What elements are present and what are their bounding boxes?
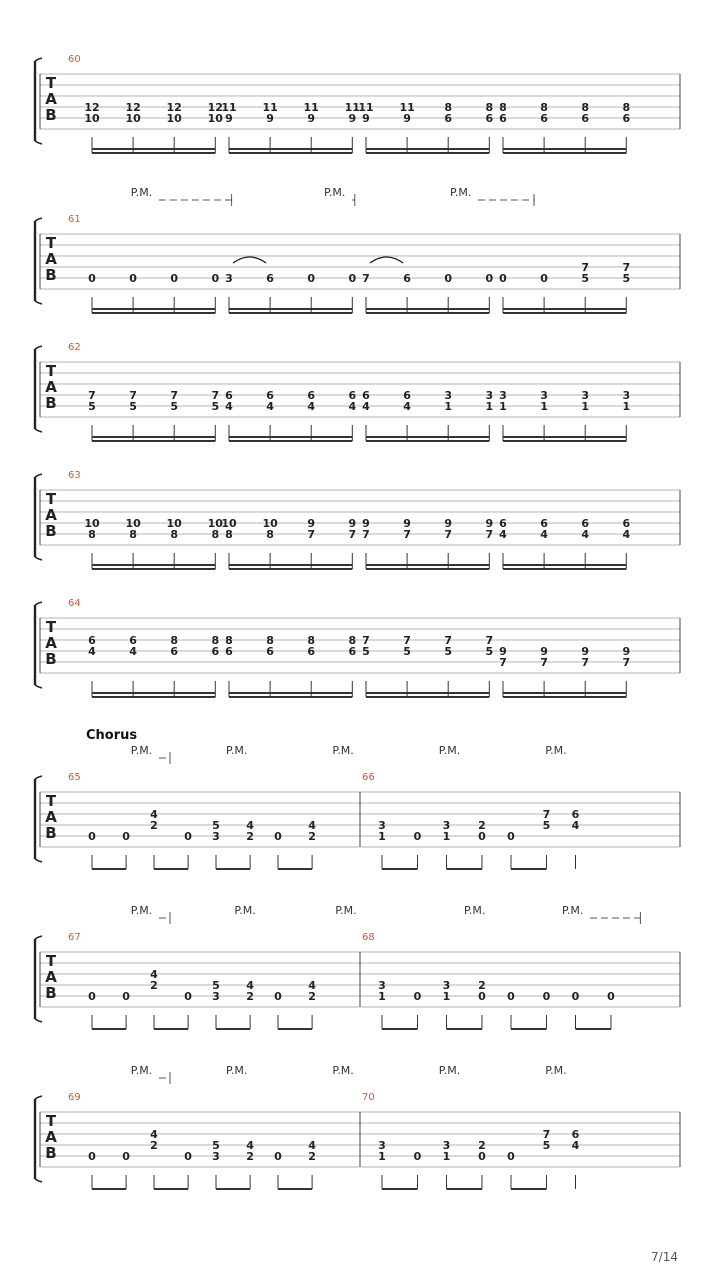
fret-number: 4 — [150, 808, 158, 821]
fret-number: 0 — [507, 1150, 515, 1163]
fret-number: 1 — [581, 400, 590, 413]
palm-mute-label: P.M. — [464, 904, 486, 917]
fret-number: 7 — [444, 528, 453, 541]
fret-number: 10 — [125, 112, 141, 125]
fret-number: 9 — [622, 645, 631, 658]
fret-number: 2 — [150, 819, 158, 832]
measure-number: 68 — [362, 932, 375, 943]
fret-number: 8 — [88, 528, 96, 541]
fret-number: 5 — [362, 645, 370, 658]
measure-number: 69 — [68, 1092, 81, 1103]
fret-number: 2 — [246, 1150, 254, 1163]
fret-number: 6 — [622, 517, 631, 530]
fret-number: 3 — [442, 819, 451, 832]
fret-number: 7 — [622, 656, 631, 669]
fret-number: 0 — [478, 830, 486, 843]
fret-number: 6 — [88, 634, 96, 647]
fret-number: 9 — [225, 112, 233, 125]
fret-number: 5 — [403, 645, 411, 658]
palm-mute-label: P.M. — [562, 904, 584, 917]
fret-number: 7 — [581, 656, 590, 669]
palm-mute-label: P.M. — [130, 1064, 153, 1077]
fret-number: 8 — [485, 101, 494, 114]
fret-number: 7 — [542, 808, 551, 821]
fret-number: 0 — [170, 272, 179, 285]
fret-number: 8 — [499, 101, 507, 114]
fret-number: 9 — [348, 517, 357, 530]
tab-clef-letter: A — [45, 968, 57, 986]
tab-clef-letter: T — [45, 1112, 57, 1130]
fret-number: 0 — [274, 830, 282, 843]
fret-number: 7 — [542, 1128, 551, 1141]
fret-number: 6 — [170, 645, 179, 658]
fret-number: 4 — [88, 645, 96, 658]
fret-number: 7 — [362, 528, 370, 541]
palm-mute-label: P.M. — [130, 744, 153, 757]
tab-clef-letter: A — [45, 634, 57, 652]
fret-number: 8 — [266, 634, 274, 647]
fret-number: 0 — [413, 1150, 422, 1163]
measure-number: 70 — [362, 1092, 375, 1103]
fret-number: 9 — [403, 112, 411, 125]
fret-number: 5 — [211, 400, 220, 413]
fret-number: 3 — [212, 830, 220, 843]
fret-number: 2 — [246, 830, 254, 843]
fret-number: 0 — [540, 272, 548, 285]
fret-number: 2 — [150, 979, 158, 992]
fret-number: 6 — [581, 517, 590, 530]
fret-number: 0 — [88, 272, 96, 285]
fret-number: 0 — [211, 272, 220, 285]
fret-number: 1 — [442, 990, 451, 1003]
fret-number: 6 — [403, 272, 411, 285]
fret-number: 0 — [129, 272, 137, 285]
palm-mute-label: P.M. — [332, 744, 354, 757]
fret-number: 0 — [184, 990, 192, 1003]
fret-number: 7 — [362, 634, 370, 647]
fret-number: 6 — [540, 517, 548, 530]
palm-mute-label: P.M. — [545, 1064, 567, 1077]
fret-number: 2 — [478, 1139, 486, 1152]
fret-number: 2 — [308, 830, 316, 843]
fret-number: 1 — [499, 400, 507, 413]
measure-number: 65 — [68, 772, 81, 783]
fret-number: 0 — [444, 272, 453, 285]
fret-number: 3 — [442, 1139, 451, 1152]
fret-number: 5 — [212, 819, 220, 832]
fret-number: 0 — [499, 272, 507, 285]
fret-number: 4 — [308, 979, 316, 992]
fret-number: 6 — [362, 389, 370, 402]
fret-number: 6 — [225, 645, 233, 658]
fret-number: 7 — [348, 528, 357, 541]
fret-number: 0 — [478, 990, 486, 1003]
fret-number: 2 — [308, 1150, 316, 1163]
fret-number: 9 — [348, 112, 357, 125]
tab-clef-letter: B — [45, 824, 57, 842]
fret-number: 4 — [150, 968, 158, 981]
fret-number: 7 — [540, 656, 548, 669]
fret-number: 0 — [413, 990, 422, 1003]
fret-number: 5 — [212, 1139, 220, 1152]
fret-number: 9 — [266, 112, 274, 125]
fret-number: 8 — [225, 528, 233, 541]
measure-number: 61 — [68, 214, 81, 225]
bracket-hook-bottom — [35, 429, 42, 432]
fret-number: 3 — [444, 389, 453, 402]
fret-number: 3 — [225, 272, 233, 285]
fret-number: 0 — [478, 1150, 486, 1163]
fret-number: 12 — [166, 101, 182, 114]
fret-number: 0 — [88, 990, 96, 1003]
bracket-hook-top — [35, 602, 42, 605]
fret-number: 2 — [478, 979, 486, 992]
fret-number: 5 — [444, 645, 453, 658]
tab-clef-letter: B — [45, 394, 57, 412]
fret-number: 5 — [88, 400, 96, 413]
tab-clef-letter: T — [45, 952, 57, 970]
fret-number: 5 — [542, 1139, 551, 1152]
fret-number: 3 — [378, 979, 386, 992]
fret-number: 8 — [129, 528, 137, 541]
fret-number: 1 — [378, 1150, 386, 1163]
fret-number: 7 — [485, 634, 494, 647]
fret-number: 2 — [150, 1139, 158, 1152]
measure-number: 63 — [68, 470, 81, 481]
fret-number: 8 — [211, 634, 220, 647]
fret-number: 8 — [622, 101, 631, 114]
fret-number: 8 — [444, 101, 453, 114]
measure-number: 64 — [68, 598, 81, 609]
tab-clef-letter: B — [45, 522, 57, 540]
fret-number: 0 — [485, 272, 494, 285]
fret-number: 9 — [499, 645, 507, 658]
fret-number: 6 — [129, 634, 137, 647]
fret-number: 5 — [485, 645, 494, 658]
fret-number: 3 — [442, 979, 451, 992]
fret-number: 9 — [362, 112, 370, 125]
fret-number: 3 — [485, 389, 494, 402]
bracket-hook-top — [35, 776, 42, 779]
fret-number: 10 — [166, 112, 182, 125]
fret-number: 0 — [507, 830, 515, 843]
fret-number: 0 — [122, 1150, 130, 1163]
bracket-hook-top — [35, 936, 42, 939]
fret-number: 4 — [540, 528, 548, 541]
fret-number: 1 — [378, 990, 386, 1003]
fret-number: 8 — [581, 101, 590, 114]
fret-number: 0 — [274, 990, 282, 1003]
fret-number: 3 — [622, 389, 631, 402]
palm-mute-label: P.M. — [226, 1064, 248, 1077]
fret-number: 11 — [399, 101, 415, 114]
fret-number: 7 — [403, 634, 411, 647]
tab-clef-letter: B — [45, 650, 57, 668]
fret-number: 4 — [246, 819, 254, 832]
fret-number: 5 — [212, 979, 220, 992]
fret-number: 7 — [485, 528, 494, 541]
bracket-hook-bottom — [35, 859, 42, 862]
palm-mute-label: P.M. — [545, 744, 567, 757]
fret-number: 10 — [221, 517, 237, 530]
fret-number: 3 — [378, 1139, 386, 1152]
fret-number: 7 — [499, 656, 507, 669]
palm-mute-label: P.M. — [438, 744, 461, 757]
fret-number: 6 — [622, 112, 631, 125]
fret-number: 0 — [184, 1150, 192, 1163]
fret-number: 8 — [170, 528, 179, 541]
fret-number: 5 — [542, 819, 551, 832]
fret-number: 10 — [125, 517, 141, 530]
fret-number: 9 — [307, 112, 316, 125]
fret-number: 0 — [88, 1150, 96, 1163]
fret-number: 6 — [444, 112, 453, 125]
page-number: 7/14 — [651, 1250, 678, 1264]
fret-number: 5 — [129, 400, 137, 413]
tab-clef-letter: T — [45, 792, 57, 810]
fret-number: 10 — [207, 112, 223, 125]
tab-clef-letter: B — [45, 106, 57, 124]
fret-number: 0 — [571, 990, 580, 1003]
tab-clef-letter: A — [45, 1128, 57, 1146]
section-label: Chorus — [86, 728, 138, 743]
measure-number: 62 — [68, 342, 81, 353]
palm-mute-label: P.M. — [335, 904, 357, 917]
tab-clef-letter: T — [45, 618, 57, 636]
palm-mute-label: P.M. — [324, 186, 346, 199]
fret-number: 4 — [150, 1128, 158, 1141]
fret-number: 4 — [403, 400, 411, 413]
tab-clef-letter: A — [45, 378, 57, 396]
fret-number: 11 — [303, 101, 319, 114]
fret-number: 6 — [307, 645, 316, 658]
bracket-hook-top — [35, 218, 42, 221]
palm-mute-label: P.M. — [332, 1064, 354, 1077]
fret-number: 5 — [581, 272, 590, 285]
palm-mute-label: P.M. — [130, 904, 153, 917]
fret-number: 7 — [211, 389, 220, 402]
tab-clef-letter: B — [45, 1144, 57, 1162]
fret-number: 4 — [571, 819, 580, 832]
measure-number: 67 — [68, 932, 81, 943]
fret-number: 0 — [184, 830, 192, 843]
fret-number: 4 — [362, 400, 370, 413]
palm-mute-label: P.M. — [450, 186, 472, 199]
fret-number: 6 — [485, 112, 494, 125]
fret-number: 7 — [444, 634, 453, 647]
fret-number: 6 — [211, 645, 220, 658]
slur — [370, 257, 403, 263]
bracket-hook-bottom — [35, 557, 42, 560]
fret-number: 4 — [348, 400, 357, 413]
fret-number: 5 — [622, 272, 631, 285]
fret-number: 6 — [499, 112, 507, 125]
fret-number: 11 — [262, 101, 278, 114]
fret-number: 11 — [358, 101, 374, 114]
fret-number: 7 — [362, 272, 370, 285]
fret-number: 9 — [362, 517, 370, 530]
fret-number: 8 — [225, 634, 233, 647]
fret-number: 2 — [478, 819, 486, 832]
fret-number: 8 — [540, 101, 548, 114]
fret-number: 6 — [571, 1128, 580, 1141]
fret-number: 9 — [307, 517, 316, 530]
fret-number: 8 — [348, 634, 357, 647]
tab-clef-letter: A — [45, 506, 57, 524]
fret-number: 12 — [125, 101, 141, 114]
fret-number: 7 — [581, 261, 590, 274]
fret-number: 5 — [170, 400, 179, 413]
fret-number: 6 — [225, 389, 233, 402]
tab-clef-letter: T — [45, 490, 57, 508]
fret-number: 7 — [622, 261, 631, 274]
fret-number: 4 — [246, 1139, 254, 1152]
fret-number: 2 — [246, 990, 254, 1003]
fret-number: 6 — [499, 517, 507, 530]
fret-number: 10 — [84, 517, 100, 530]
fret-number: 4 — [571, 1139, 580, 1152]
fret-number: 4 — [225, 400, 233, 413]
fret-number: 9 — [403, 517, 411, 530]
fret-number: 1 — [485, 400, 494, 413]
palm-mute-label: P.M. — [226, 744, 248, 757]
fret-number: 4 — [499, 528, 507, 541]
fret-number: 1 — [540, 400, 548, 413]
fret-number: 6 — [266, 389, 274, 402]
tab-clef-letter: B — [45, 266, 57, 284]
fret-number: 9 — [581, 645, 590, 658]
fret-number: 0 — [122, 830, 130, 843]
bracket-hook-top — [35, 346, 42, 349]
bracket-hook-bottom — [35, 685, 42, 688]
fret-number: 6 — [348, 389, 357, 402]
tab-clef-letter: A — [45, 808, 57, 826]
fret-number: 1 — [442, 1150, 451, 1163]
fret-number: 6 — [348, 645, 357, 658]
fret-number: 0 — [122, 990, 130, 1003]
fret-number: 4 — [308, 1139, 316, 1152]
fret-number: 9 — [540, 645, 548, 658]
fret-number: 4 — [246, 979, 254, 992]
measure-number: 60 — [68, 54, 81, 65]
bracket-hook-bottom — [35, 141, 42, 144]
fret-number: 12 — [207, 101, 223, 114]
fret-number: 6 — [403, 389, 411, 402]
bracket-hook-bottom — [35, 1019, 42, 1022]
bracket-hook-top — [35, 474, 42, 477]
slur — [233, 257, 266, 263]
fret-number: 4 — [307, 400, 316, 413]
fret-number: 10 — [84, 112, 100, 125]
palm-mute-label: P.M. — [234, 904, 256, 917]
tab-clef-letter: A — [45, 90, 57, 108]
fret-number: 10 — [207, 517, 223, 530]
fret-number: 3 — [212, 990, 220, 1003]
fret-number: 7 — [403, 528, 411, 541]
fret-number: 10 — [262, 517, 278, 530]
fret-number: 11 — [221, 101, 237, 114]
fret-number: 1 — [444, 400, 453, 413]
fret-number: 4 — [622, 528, 631, 541]
fret-number: 7 — [129, 389, 137, 402]
fret-number: 1 — [378, 830, 386, 843]
fret-number: 0 — [413, 830, 422, 843]
fret-number: 6 — [307, 389, 316, 402]
bracket-hook-top — [35, 58, 42, 61]
tab-clef-letter: A — [45, 250, 57, 268]
fret-number: 6 — [581, 112, 590, 125]
fret-number: 3 — [378, 819, 386, 832]
fret-number: 1 — [622, 400, 631, 413]
fret-number: 2 — [308, 990, 316, 1003]
fret-number: 4 — [129, 645, 137, 658]
tab-clef-letter: T — [45, 234, 57, 252]
tab-clef-letter: T — [45, 74, 57, 92]
fret-number: 9 — [485, 517, 494, 530]
fret-number: 3 — [540, 389, 548, 402]
fret-number: 8 — [170, 634, 179, 647]
fret-number: 4 — [581, 528, 590, 541]
fret-number: 7 — [307, 528, 316, 541]
fret-number: 7 — [88, 389, 96, 402]
fret-number: 0 — [274, 1150, 282, 1163]
fret-number: 8 — [211, 528, 220, 541]
fret-number: 1 — [442, 830, 451, 843]
fret-number: 11 — [344, 101, 360, 114]
fret-number: 9 — [444, 517, 453, 530]
fret-number: 3 — [499, 389, 507, 402]
fret-number: 4 — [308, 819, 316, 832]
bracket-hook-bottom — [35, 1179, 42, 1182]
fret-number: 12 — [84, 101, 100, 114]
fret-number: 3 — [212, 1150, 220, 1163]
fret-number: 4 — [266, 400, 274, 413]
fret-number: 6 — [266, 645, 274, 658]
fret-number: 0 — [307, 272, 316, 285]
fret-number: 3 — [581, 389, 590, 402]
tab-clef-letter: B — [45, 984, 57, 1002]
fret-number: 8 — [266, 528, 274, 541]
fret-number: 7 — [170, 389, 179, 402]
measure-number: 66 — [362, 772, 375, 783]
fret-number: 0 — [542, 990, 551, 1003]
fret-number: 0 — [88, 830, 96, 843]
fret-number: 6 — [571, 808, 580, 821]
bracket-hook-top — [35, 1096, 42, 1099]
palm-mute-label: P.M. — [130, 186, 153, 199]
bracket-hook-bottom — [35, 301, 42, 304]
fret-number: 0 — [507, 990, 515, 1003]
fret-number: 6 — [540, 112, 548, 125]
fret-number: 10 — [166, 517, 182, 530]
fret-number: 0 — [348, 272, 357, 285]
fret-number: 0 — [607, 990, 615, 1003]
fret-number: 8 — [307, 634, 316, 647]
palm-mute-label: P.M. — [438, 1064, 461, 1077]
fret-number: 6 — [266, 272, 274, 285]
tab-clef-letter: T — [45, 362, 57, 380]
